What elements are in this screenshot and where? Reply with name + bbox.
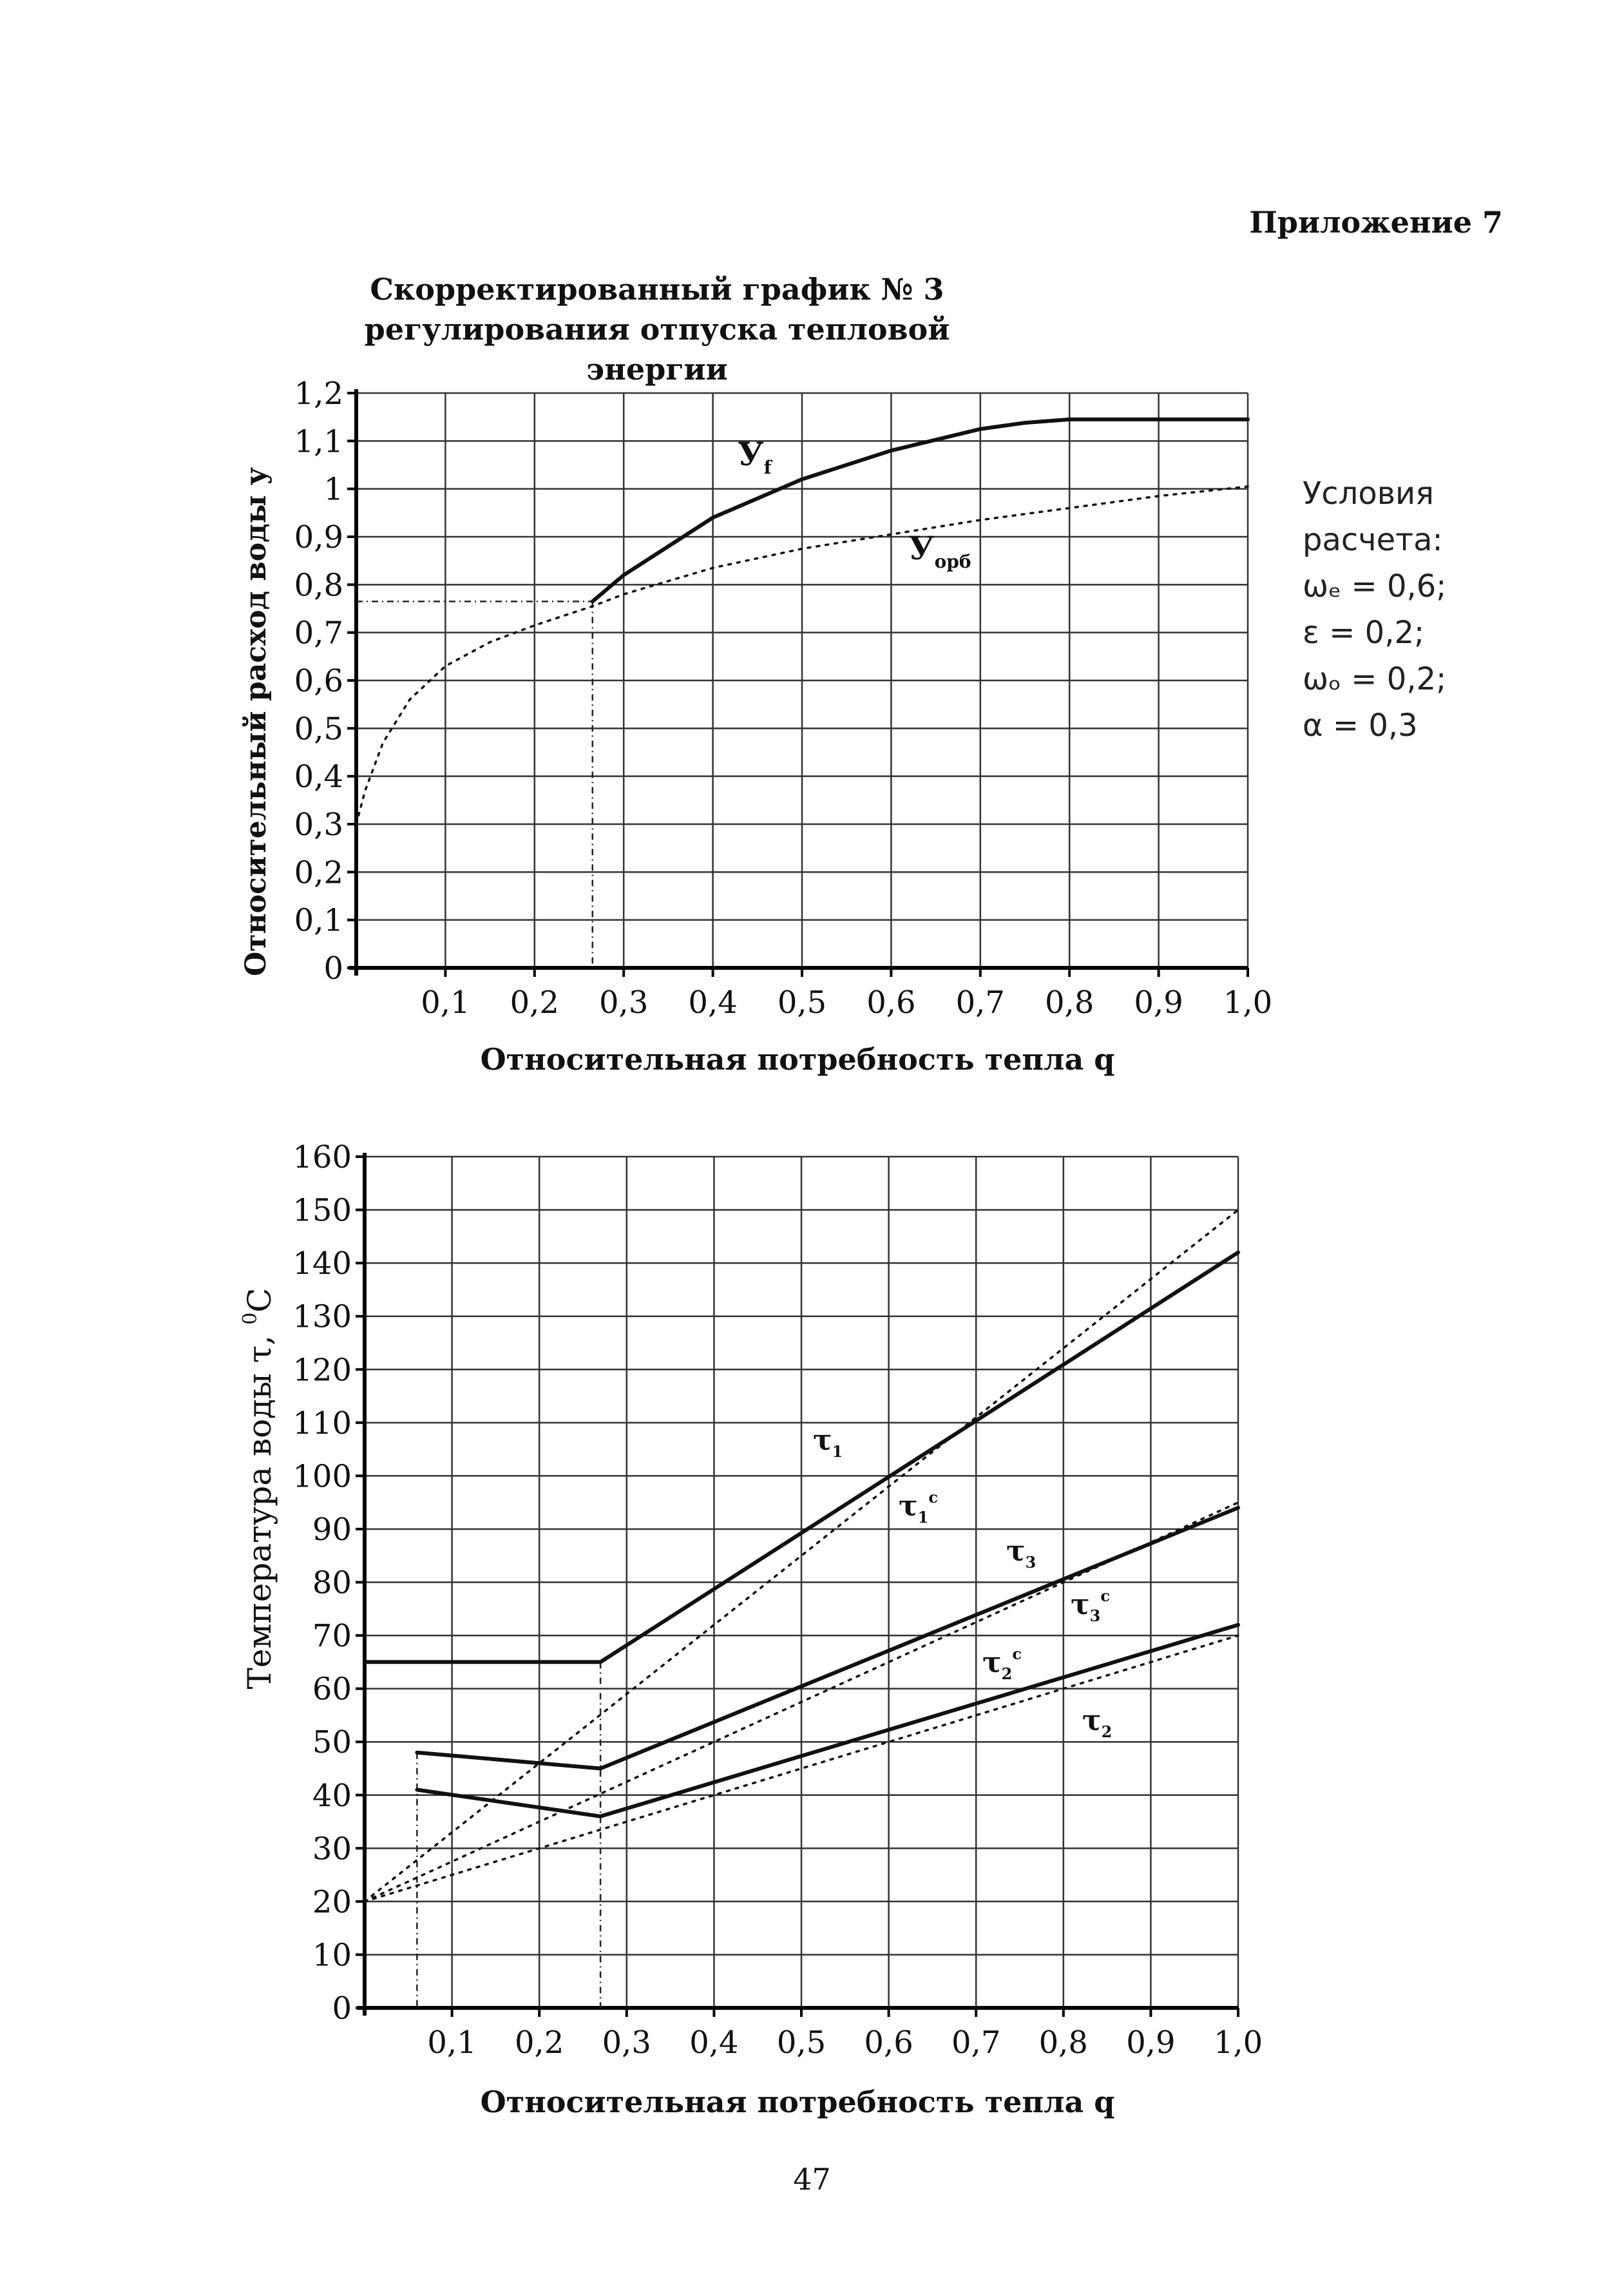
y-tick-label: 150 <box>292 1192 352 1229</box>
y-tick-label: 0,2 <box>294 854 343 891</box>
y-tick-label: 140 <box>292 1246 352 1282</box>
appendix-label: Приложение 7 <box>1249 205 1503 240</box>
y-tick-label: 1,1 <box>294 423 343 460</box>
conditions-title-2: расчета: <box>1303 522 1443 558</box>
condition-alpha: α = 0,3 <box>1303 708 1418 744</box>
x-tick-label: 0,7 <box>955 985 1005 1021</box>
tick-labels <box>294 376 1273 1021</box>
y-tick-label: 0,3 <box>294 807 343 843</box>
y-tick-label: 110 <box>292 1405 352 1441</box>
x-tick-label: 0,4 <box>688 985 738 1021</box>
condition-epsilon: ε = 0,2; <box>1303 615 1425 651</box>
x-tick-label: 0,4 <box>689 2025 739 2061</box>
conditions-title-1: Условия <box>1303 476 1435 512</box>
series-line-τ1 <box>365 1210 1238 1902</box>
x-tick-label: 0,1 <box>427 2025 477 2061</box>
y-tick-label: 30 <box>312 1831 352 1867</box>
y-tick-label: 70 <box>312 1618 352 1655</box>
y-tick-label: 0,7 <box>294 615 343 651</box>
x-tick-label: 0,9 <box>1134 985 1183 1021</box>
y-tick-label: 50 <box>312 1724 352 1761</box>
y-tick-label: 130 <box>292 1298 352 1335</box>
series-line-τ2с <box>417 1625 1238 1816</box>
y-tick-label: 80 <box>312 1565 352 1601</box>
series-line-τ3с <box>417 1508 1238 1769</box>
chart-subtitle: регулирования отпуска тепловой энергии <box>364 312 950 387</box>
x-tick-label: 0,5 <box>776 2025 826 2061</box>
y-tick-label: 160 <box>292 1139 352 1175</box>
y-axis-label <box>239 1288 278 1690</box>
x-tick-label: 0,9 <box>1126 2025 1176 2061</box>
series-label-τ1: $\tau_1$ <box>813 1424 843 1461</box>
x-tick-label: 0,8 <box>1038 2025 1088 2061</box>
y-tick-label: 120 <box>292 1352 352 1389</box>
y-axis-label-unit: С <box>241 1287 278 1313</box>
y-tick-label: 40 <box>312 1777 352 1814</box>
y-tick-label: 90 <box>312 1511 352 1548</box>
y-tick-label: 100 <box>292 1458 352 1495</box>
series-line-Уf <box>593 419 1248 601</box>
y-tick-label: 0,1 <box>294 902 343 939</box>
y-tick-label: 60 <box>312 1671 352 1708</box>
y-tick-label: 0 <box>323 950 343 987</box>
x-tick-label: 1,0 <box>1223 985 1273 1021</box>
x-tick-label: 0,3 <box>602 2025 651 2061</box>
series-label-Уf: $У_f$ <box>738 435 772 478</box>
y-axis-label: Относительный расход воды у <box>240 467 272 977</box>
y-tick-label: 0,8 <box>294 567 343 604</box>
y-axis-label-degree: 0 <box>239 1312 262 1325</box>
x-axis-label: Относительная потребность тепла q <box>480 1042 1115 1077</box>
series-line-τ3 <box>365 1503 1238 1902</box>
x-tick-label: 0,3 <box>599 985 649 1021</box>
y-tick-label: 0,9 <box>294 519 343 555</box>
tick-labels <box>292 1139 1263 2061</box>
series-line-τ1с <box>365 1253 1238 1662</box>
y-tick-label: 1,2 <box>294 376 343 412</box>
y-tick-label: 0,6 <box>294 663 343 699</box>
series-label-τ2с: $\tau_2^с$ <box>982 1644 1022 1683</box>
x-tick-label: 0,6 <box>866 985 916 1021</box>
series-label-τ3с: $\tau_3^с$ <box>1071 1586 1110 1625</box>
series-label-τ1с: $\tau_1^с$ <box>899 1488 938 1527</box>
y-tick-label: 20 <box>312 1884 352 1920</box>
y-tick-label: 0,4 <box>294 758 343 795</box>
series-label-τ2: $\tau_2$ <box>1082 1704 1113 1741</box>
grid <box>349 389 1248 976</box>
series-line-τ2 <box>365 1635 1238 1902</box>
condition-omega-n: ωₑ = 0,6; <box>1303 568 1447 604</box>
series-group <box>365 1210 1238 2008</box>
series-label-Уорб: $У_{орб}$ <box>908 529 971 572</box>
condition-omega-o: ωₒ = 0,2; <box>1303 661 1447 697</box>
series-label-τ3: $\tau_3$ <box>1006 1535 1036 1572</box>
page-number: 47 <box>793 2162 831 2197</box>
chart-title: Скорректированный график № 3 <box>370 272 944 307</box>
x-tick-label: 0,1 <box>421 985 470 1021</box>
y-tick-label: 1 <box>323 471 343 508</box>
x-tick-label: 0,8 <box>1045 985 1094 1021</box>
x-tick-label: 0,2 <box>515 2025 564 2061</box>
x-tick-label: 0,7 <box>951 2025 1001 2061</box>
grid <box>357 1153 1238 2016</box>
x-tick-label: 1,0 <box>1213 2025 1263 2061</box>
y-tick-label: 0,5 <box>294 711 343 747</box>
x-tick-label: 0,5 <box>777 985 827 1021</box>
y-tick-label: 0 <box>332 1990 352 2027</box>
y-tick-label: 10 <box>312 1937 352 1974</box>
y-axis-label-main: Температура воды τ, <box>241 1324 278 1690</box>
x-axis-label: Относительная потребность тепла q <box>480 2085 1115 2119</box>
calculation-conditions <box>1303 470 1446 749</box>
x-tick-label: 0,2 <box>510 985 559 1021</box>
x-tick-label: 0,6 <box>864 2025 913 2061</box>
